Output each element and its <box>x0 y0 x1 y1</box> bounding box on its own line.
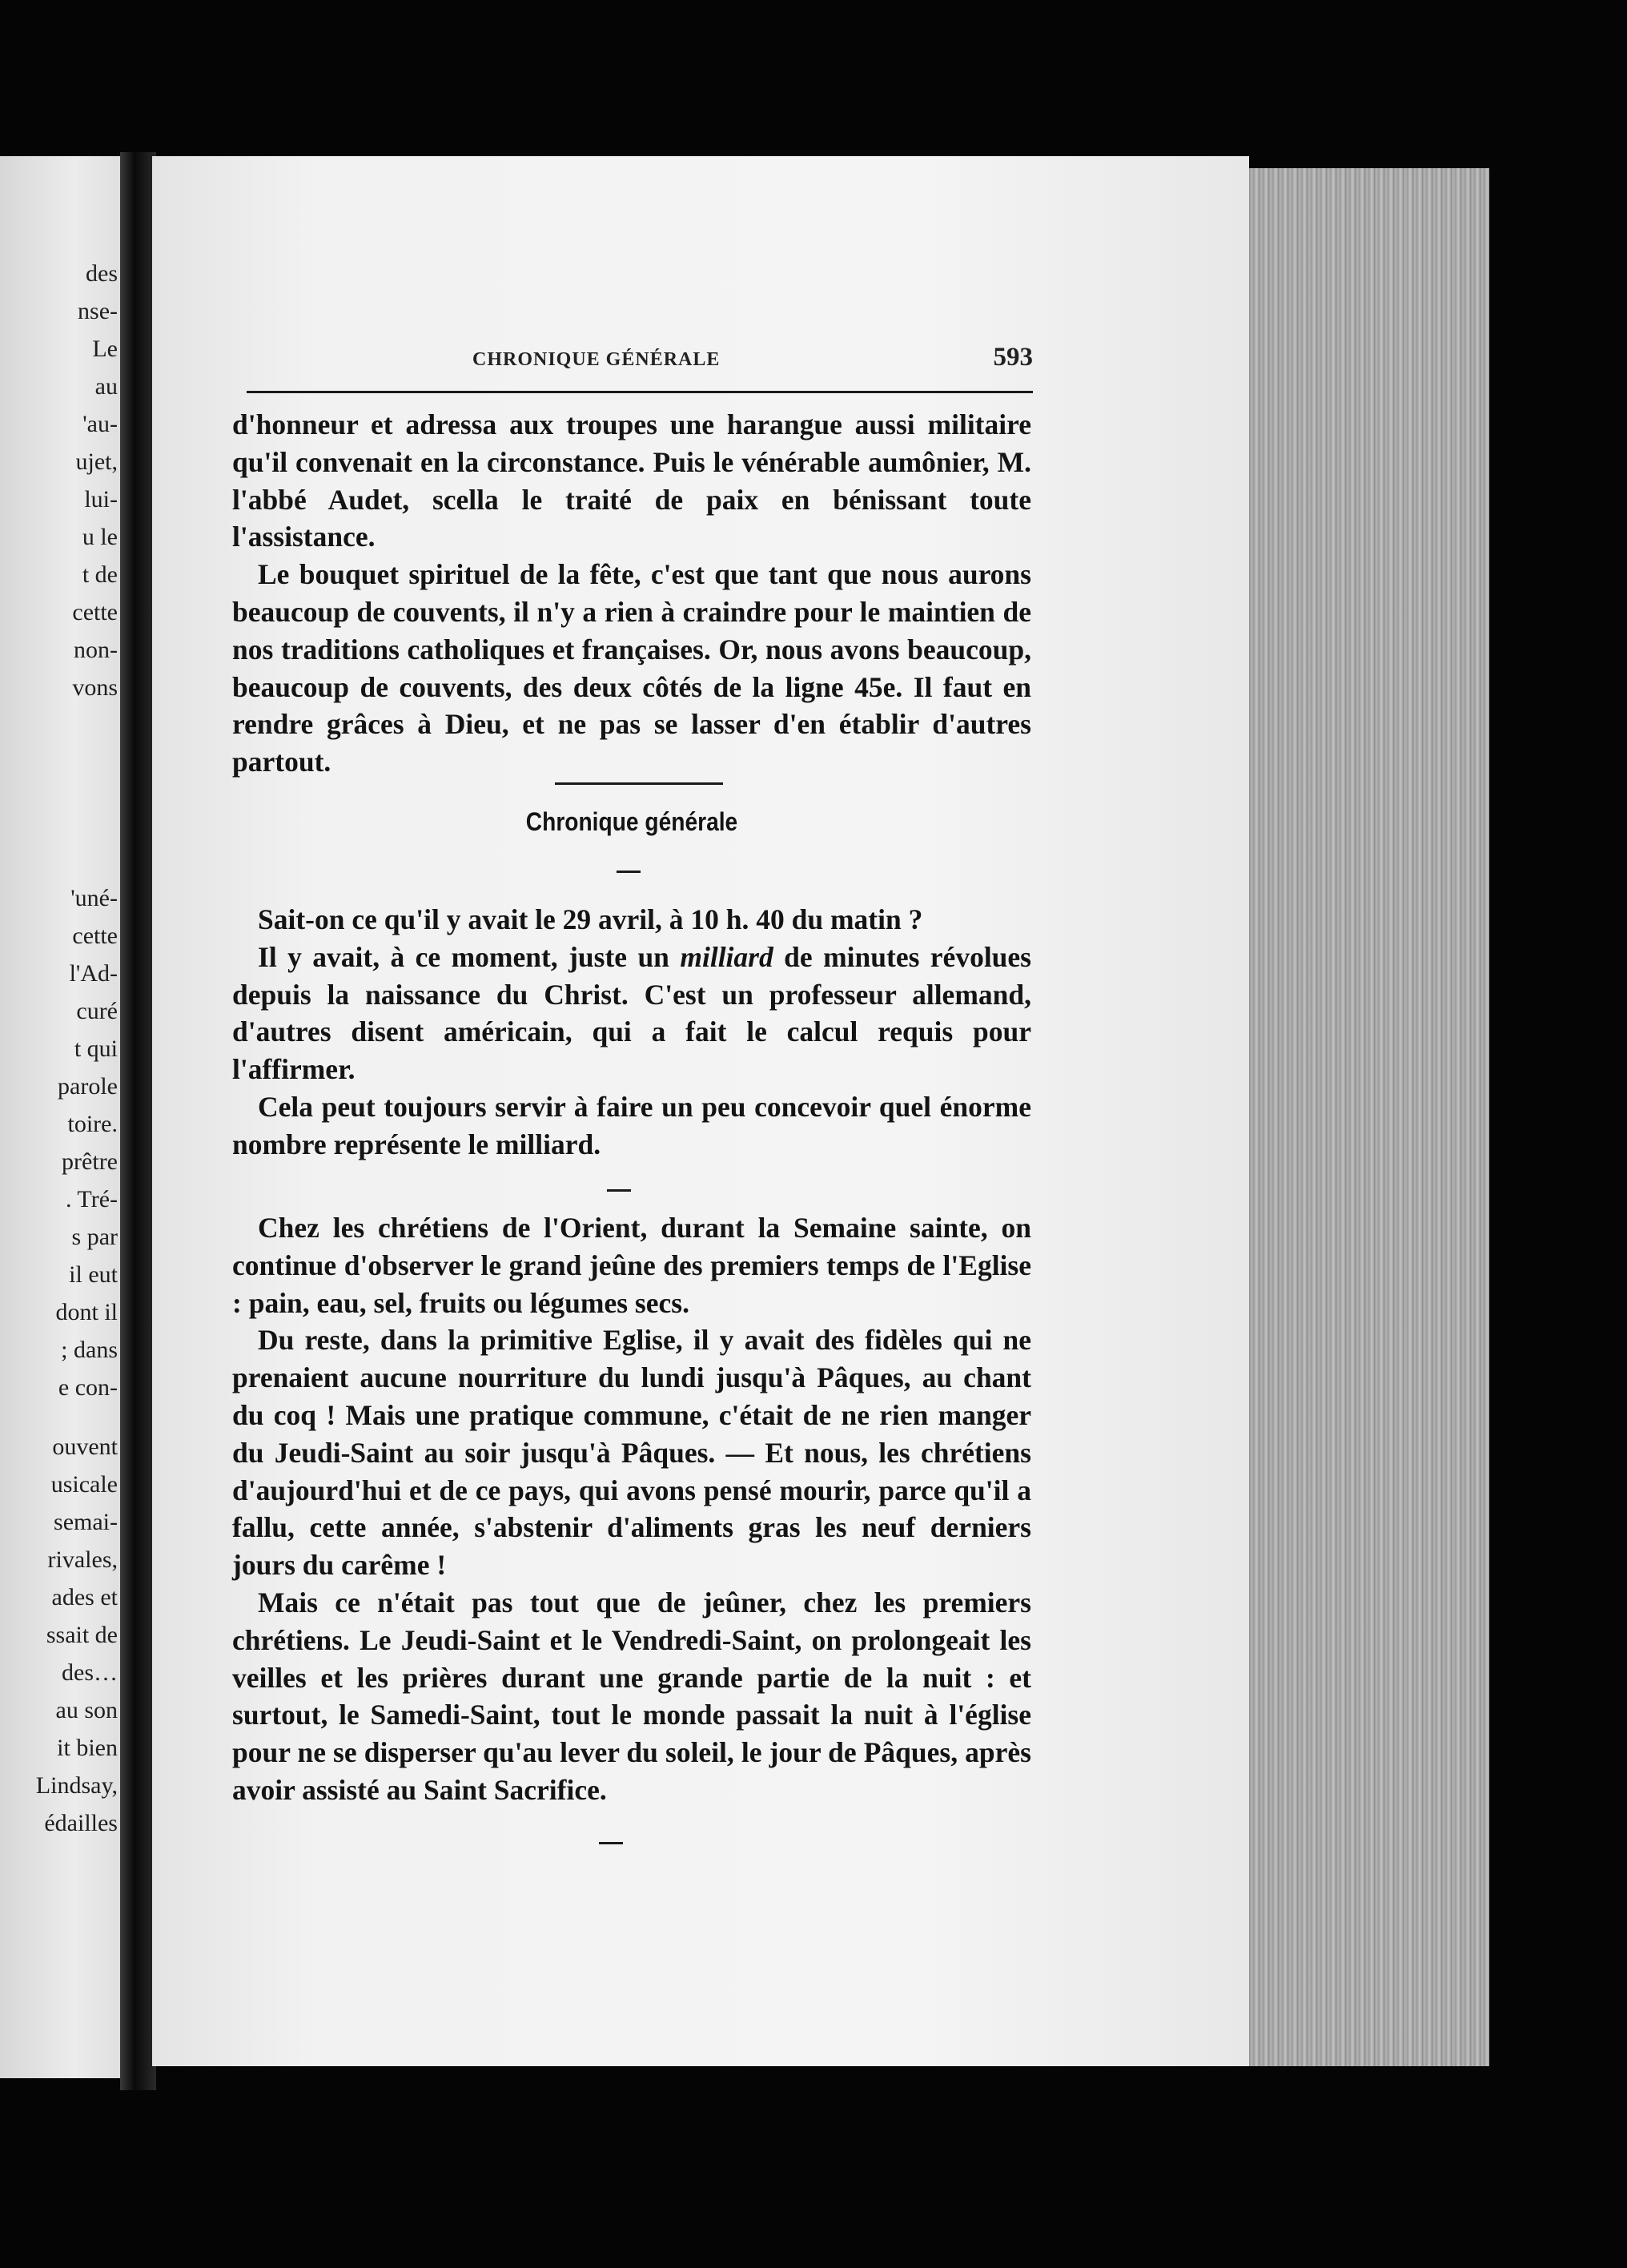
left-page-fragment: it bien <box>57 1735 118 1761</box>
separator-dash-2 <box>599 1842 623 1844</box>
left-page-fragment: 'uné- <box>70 885 118 911</box>
left-page-fragment: cette <box>72 923 118 949</box>
paragraph-bouquet: Le bouquet spirituel de la fête, c'est que tant que nous aurons beaucoup de couvents, il n'y a rien à craindre pour le maintien de nos traditions catholiques et françaises. Or, nous avons beaucoup, beaucoup de couvents, des deux côtés de la ligne 45e. Il faut en rendre grâces à Dieu, et ne pas se lasser d'en établir d'autres partout. <box>232 558 1031 778</box>
paragraph-2-italic: milliard <box>680 940 773 973</box>
left-page-fragment: t qui <box>74 1035 118 1062</box>
left-page-fragment: usicale <box>50 1471 118 1498</box>
text-block-middle <box>232 901 1031 1164</box>
page-number: 593 <box>993 343 1033 372</box>
paragraph-2-start: Il y avait, à ce moment, juste un <box>258 940 681 973</box>
left-page-fragment: au son <box>55 1697 118 1723</box>
left-page-fragment: cette <box>72 599 118 625</box>
left-page-fragment: parole <box>58 1073 118 1100</box>
left-page-fragment: toire. <box>67 1111 118 1137</box>
left-page-fragment: e con- <box>58 1374 118 1401</box>
left-page-fragment: vons <box>72 674 118 701</box>
left-page-fragment: prêtre <box>62 1148 118 1175</box>
left-facing-page <box>0 156 124 2078</box>
left-page-fragment: lui- <box>84 486 118 513</box>
left-page-fragment: u le <box>82 524 118 550</box>
left-page-fragment: . Tré- <box>65 1186 118 1212</box>
left-page-fragment: Lindsay, <box>35 1772 118 1799</box>
paragraph-6: Mais ce n'était pas tout que de jeûner, chez les premiers chrétiens. Le Jeudi-Saint et le Vendredi-Saint, on prolongeait les veilles et les prières durant une grande partie de la nuit : et surtout, le Samedi-Saint, tout le monde passait la nuit à l'église pour ne se disperser qu'au lever du soleil, le jour de Pâques, après avoir assisté au Saint Sacrifice. <box>232 1586 1031 1806</box>
left-page-fragment: t de <box>82 561 118 588</box>
edge-shadow <box>1489 160 1521 2074</box>
paragraph-2-end: de minutes révolues depuis la naissance du Christ. C'est un professeur allemand, d'autres disent américain, qui a fait le calcul requis pour l'affirmer. <box>232 940 1031 1086</box>
left-page-fragment: ; dans <box>61 1337 118 1363</box>
left-page-fragment: s par <box>71 1224 118 1250</box>
left-page-fragment: dont il <box>55 1299 118 1325</box>
left-page-fragment: Le <box>92 336 118 362</box>
left-page-fragment: 'au- <box>82 411 118 437</box>
left-page-fragment: des… <box>62 1659 118 1686</box>
left-page-fragment: il eut <box>69 1261 118 1288</box>
left-page-fragment: ssait de <box>46 1622 118 1648</box>
book-gutter <box>120 152 156 2090</box>
paragraph-2 <box>232 939 1031 1088</box>
paragraph-continuation: d'honneur et adressa aux troupes une harangue aussi militaire qu'il convenait en la circonstance. Puis le vénérable aumônier, M. l'abbé Audet, scella le traité de paix en bénissant toute l'assistance. <box>232 408 1031 553</box>
left-page-fragment: au <box>94 373 118 400</box>
paragraph-5: Du reste, dans la primitive Eglise, il y avait des fidèles qui ne prenaient aucune nourriture du lundi jusqu'à Pâques, au chant du coq ! Mais une pratique commune, c'était de ne rien manger du Jeudi-Saint au soir jusqu'à Pâques. — Et nous, les chrétiens d'aujourd'hui et de ce pays, qui avons pensé mourir, parce qu'il a fallu, cette année, s'abstenir d'aliments gras les neuf derniers jours du carême ! <box>232 1324 1031 1582</box>
left-page-fragment: curé <box>76 998 118 1024</box>
paragraph-3: Cela peut toujours servir à faire un peu concevoir quel énorme nombre représente le milliard. <box>232 1090 1031 1160</box>
paragraph-1: Sait-on ce qu'il y avait le 29 avril, à 10 h. 40 du matin ? <box>258 903 923 935</box>
section-title: Chronique générale <box>525 807 738 836</box>
paragraph-4: Chez les chrétiens de l'Orient, durant la Semaine sainte, on continue d'observer le grand jeûne des premiers temps de l'Eglise : pain, eau, sel, fruits ou légumes secs. <box>232 1212 1031 1319</box>
running-head <box>248 343 1033 383</box>
left-page-fragment: ujet, <box>75 448 118 475</box>
left-page-fragment: nse- <box>78 298 118 324</box>
separator-dash-1 <box>607 1189 631 1192</box>
left-page-fragment: des <box>86 260 118 287</box>
left-page-fragment: ouvent <box>52 1434 118 1460</box>
left-page-fragment: rivales, <box>47 1546 118 1573</box>
left-page-fragment: semai- <box>54 1509 118 1535</box>
left-page-fragment: édailles <box>44 1810 118 1836</box>
left-page-fragment: ades et <box>51 1584 118 1611</box>
section-rule <box>555 782 723 785</box>
left-page-fragment: non- <box>74 637 118 663</box>
text-block-bottom <box>232 1209 1031 1809</box>
section-dash <box>617 871 641 873</box>
left-page-fragment: l'Ad- <box>69 960 118 987</box>
running-title: CHRONIQUE GÉNÉRALE <box>472 349 721 370</box>
header-rule <box>247 391 1033 393</box>
text-block-top <box>232 406 1031 781</box>
